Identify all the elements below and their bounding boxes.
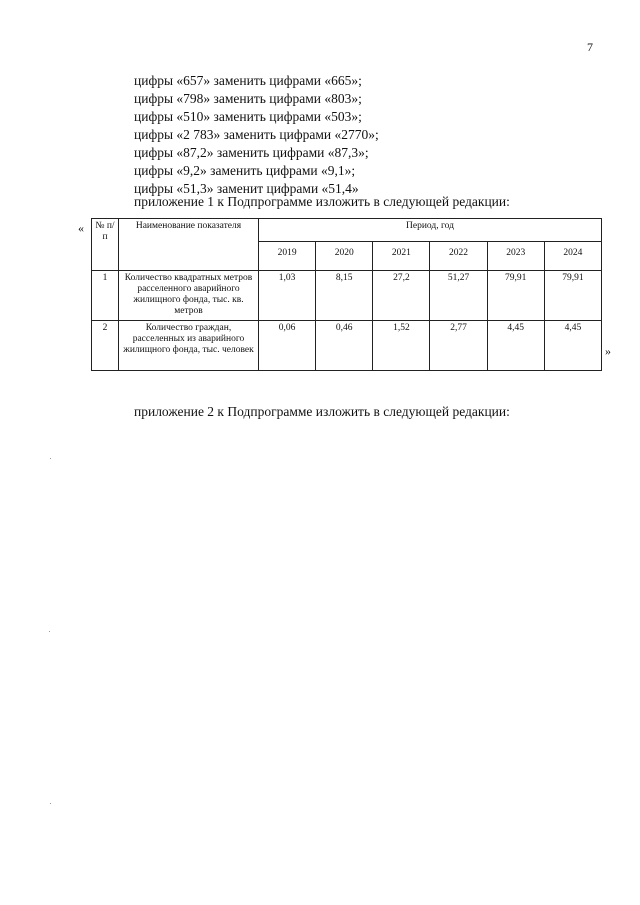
page-number: 7 <box>587 40 593 54</box>
value-cell: 79,91 <box>487 271 544 321</box>
replacement-line: цифры «510» заменить цифрами «503»; <box>134 109 362 124</box>
value-cell: 0,46 <box>316 321 373 371</box>
replacement-list <box>134 72 379 198</box>
table-row <box>92 321 602 371</box>
appendix-1-intro: приложение 1 к Подпрограмме изложить в следующей редакции: <box>134 194 510 209</box>
header-year: 2024 <box>544 242 601 271</box>
scan-speck <box>50 803 51 804</box>
value-cell: 8,15 <box>316 271 373 321</box>
value-cell: 0,06 <box>259 321 316 371</box>
value-cell: 2,77 <box>430 321 487 371</box>
header-year: 2023 <box>487 242 544 271</box>
header-year: 2019 <box>259 242 316 271</box>
row-number: 1 <box>92 271 119 321</box>
table-header-row <box>92 219 602 242</box>
header-period: Период, год <box>259 219 602 242</box>
header-num: № п/п <box>92 219 119 271</box>
indicators-table <box>91 218 602 371</box>
row-number: 2 <box>92 321 119 371</box>
appendix-2-intro: приложение 2 к Подпрограмме изложить в следующей редакции: <box>134 404 510 419</box>
value-cell: 79,91 <box>544 271 601 321</box>
replacement-line: цифры «51,3» заменит цифрами «51,4» <box>134 181 359 196</box>
header-year: 2022 <box>430 242 487 271</box>
replacement-line: цифры «2 783» заменить цифрами «2770»; <box>134 127 379 142</box>
scan-speck <box>50 458 51 459</box>
value-cell: 1,03 <box>259 271 316 321</box>
value-cell: 1,52 <box>373 321 430 371</box>
value-cell: 4,45 <box>544 321 601 371</box>
replacement-line: цифры «657» заменить цифрами «665»; <box>134 73 362 88</box>
replacement-line: цифры «9,2» заменить цифрами «9,1»; <box>134 163 356 178</box>
value-cell: 51,27 <box>430 271 487 321</box>
header-indicator-name: Наименование показателя <box>119 219 259 271</box>
value-cell: 4,45 <box>487 321 544 371</box>
closing-quote: » <box>605 344 611 358</box>
replacement-line: цифры «87,2» заменить цифрами «87,3»; <box>134 145 369 160</box>
indicator-name: Количество квадратных метров расселенного аварийного жилищного фонда, тыс. кв. метров <box>119 271 259 321</box>
header-year: 2020 <box>316 242 373 271</box>
replacement-line: цифры «798» заменить цифрами «803»; <box>134 91 362 106</box>
opening-quote: « <box>78 221 84 235</box>
scan-speck <box>49 631 50 632</box>
indicator-name: Количество граждан, расселенных из аварийного жилищного фонда, тыс. человек <box>119 321 259 371</box>
value-cell: 27,2 <box>373 271 430 321</box>
table-row <box>92 271 602 321</box>
header-year: 2021 <box>373 242 430 271</box>
